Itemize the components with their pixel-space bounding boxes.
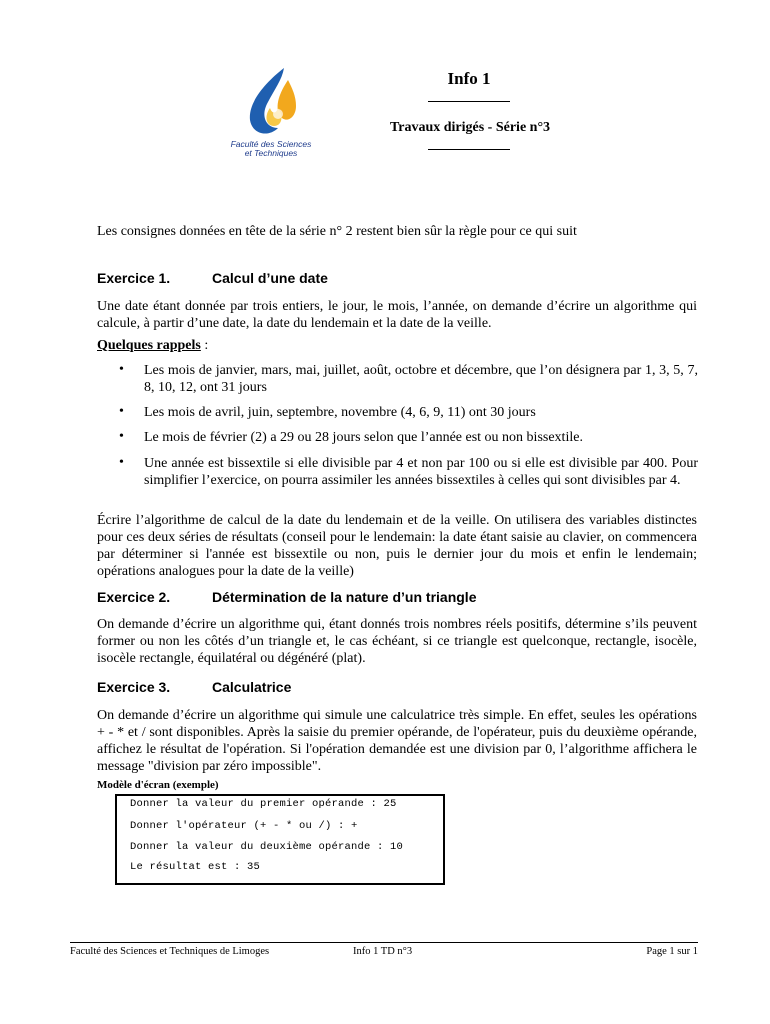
exercise-2-paragraph: On demande d’écrire un algorithme qui, étant donnés trois nombres réels positifs, détermine s’ils peuvent former ou non les côtés d’un triangle et, le cas échéant, si ce triangle est quelconque, rectangle, isocèle, isocèle rectangle, équilatéral ou dégénéré (plat). [97,617,697,666]
logo-text-line-1: Faculté des Sciences [230,139,312,149]
exercise-2-title: Détermination de la nature d’un triangle [212,589,477,605]
bullet-icon: • [119,429,124,444]
footer-course: Info 1 TD n°3 [353,946,413,957]
exercise-3-paragraph: On demande d’écrire un algorithme qui simule une calculatrice très simple. En effet, seules les opérations + - * et / sont disponibles. Après la saisie du premier opérande, de l'opérateur, puis du deuxième opérande, affichez le résultat de l'opération. Si l'opération demandée est une division par 0, l’algorithme affichera le message "division par zéro impossible". [97,708,697,774]
exercise-3-number: Exercice 3. [97,679,171,695]
exercise-1-number: Exercice 1. [97,270,171,286]
reminders-title: Quelques rappels [97,338,201,353]
exercise-2-number: Exercice 2. [97,589,171,605]
list-item: Le mois de février (2) a 29 ou 28 jours selon que l’année est ou non bissextile. [144,430,583,445]
exercise-3-title: Calculatrice [212,679,292,695]
document-title: Info 1 [447,69,491,88]
document-subtitle: Travaux dirigés - Série n°3 [389,120,551,135]
list-item: Les mois de janvier, mars, mai, juillet, août, octobre et décembre, que l’on désignera par 1, 3, 5, 7, 8, 10, 12, ont 31 jours [144,363,698,395]
screen-line: Donner l'opérateur (+ - * ou /) : + [130,820,358,832]
exercise-1-instructions: Écrire l’algorithme de calcul de la date du lendemain et de la veille. On utilisera des variables distinctes pour ces deux séries de résultats (conseil pour le lendemain: la date étant saisie au clavier, on commencera par déterminer si l'année est bissextile ou non, puis le dernier jour du mois et enfin le lendemain; opérations analogues pour la date de la veille) [97,513,697,579]
screen-model-label: Modèle d'écran (exemple) [97,779,219,791]
subtitle-divider [428,149,510,150]
bullet-icon: • [119,404,124,419]
title-divider [428,101,510,102]
list-item: Une année est bissextile si elle divisible par 4 et non par 100 ou si elle est divisible par 400. Pour simplifier l’exercice, on pourra assimiler les années bissextiles à celles qui sont divisibles par 4. [144,456,698,488]
screen-line: Donner la valeur du premier opérande : 25 [130,798,397,810]
reminders-colon: : [200,338,209,353]
intro-paragraph: Les consignes données en tête de la série n° 2 restent bien sûr la règle pour ce qui suit [97,224,577,239]
footer-page-number: Page 1 sur 1 [646,946,698,957]
screen-line: Le résultat est : 35 [130,861,261,873]
list-item: Les mois de avril, juin, septembre, novembre (4, 6, 9, 11) ont 30 jours [144,405,536,420]
bullet-icon: • [119,455,124,470]
exercise-1-title: Calcul d’une date [212,270,328,286]
reminders-heading [97,338,208,354]
exercise-1-paragraph: Une date étant donnée par trois entiers, le jour, le mois, l’année, on demande d’écrire un algorithme qui calcule, à partir d’une date, la date du lendemain et la date de la veille. [97,299,697,331]
logo-text-line-2: et Techniques [244,148,298,158]
bullet-icon: • [119,362,124,377]
screen-line: Donner la valeur du deuxième opérande : 10 [130,841,404,853]
footer-institution: Faculté des Sciences et Techniques de Limoges [70,946,270,957]
footer-divider [70,942,698,943]
